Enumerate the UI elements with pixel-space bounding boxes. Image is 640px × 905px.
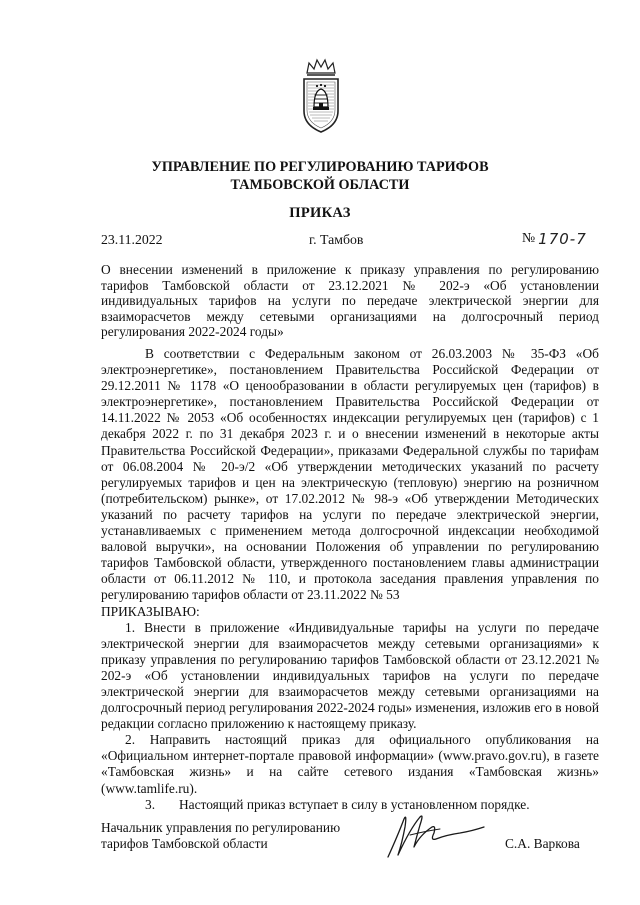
preamble-paragraph: В соответствии с Федеральным законом от 26.03.2003 № 35-ФЗ «Об электроэнергетике», постановлением Правительства Российской Федерации от 29.12.2011 № 1178 «О ценообразовании в области регулируемых цен (тарифов) в электроэнергетике», постановлением Правительства Российской Федерации от 14.11.2022 № 2053 «Об особенностях индексации регулируемых цен (тарифов) с 1 декабря 2022 г. по 31 декабря 2023 г. и о внесении изменений в некоторые акты Правительства Российской Федерации», приказами Федеральной службы по тарифам от 06.08.2004 № 20-э/2 «Об утверждении методических указаний по расчету регулируемых тарифов и цен на электрическую (тепловую) энергию на розничном (потребительском) рынке», от 17.02.2012 № 98-э «Об утверждении Методических указаний по расчету тарифов на услуги по передаче электрической энергии, устанавливаемых с применением метода долгосрочной индексации необходимой валовой выручки», на основании Положения об управлении по регулированию тарифов Тамбовской области, утвержденного постановлением главы администрации области от 06.11.2012 № 110, и протокола заседания правления управления по регулированию тарифов области от 23.11.2022 № 53 [101, 346, 599, 603]
document-city: г. Тамбов [309, 232, 364, 247]
signer-name: С.А. Варкова [505, 836, 580, 851]
organization-name [80, 158, 560, 194]
document-subject: О внесении изменений в приложение к приказу управления по регулированию тарифов Тамбовской области от 23.12.2021 № 202-э «Об установлении индивидуальных тарифов на услуги по передаче электрической энергии для взаиморасчетов между сетевыми организациями на долгосрочный период регулирования 2022-2024 годы» [101, 262, 599, 339]
item-3-number: 3. [145, 796, 156, 812]
org-line-1: УПРАВЛЕНИЕ ПО РЕГУЛИРОВАНИЮ ТАРИФОВ [151, 159, 489, 175]
number-prefix: № [522, 230, 536, 245]
coat-of-arms-icon [299, 55, 343, 135]
handwritten-signature-icon [380, 805, 490, 865]
order-item-3 [101, 797, 599, 813]
signer-position [101, 820, 340, 852]
signer-position-line-2: тарифов Тамбовской области [101, 836, 268, 851]
document-date: 23.11.2022 [101, 232, 163, 247]
order-word: ПРИКАЗЫВАЮ: [101, 603, 200, 619]
order-item-1: 1. Внести в приложение «Индивидуальные тарифы на услуги по передаче электрической энергии для взаиморасчетов между сетевыми организациями» к приказу управления по регулированию тарифов Тамбовской области от 23.12.2021 № 202-э «Об установлении индивидуальных тарифов на услуги по передаче электрической энергии для взаиморасчетов между сетевыми организациями на долгосрочный период регулирования 2022-2024 годы» изменения, изложив его в новой редакции согласно приложению к настоящему приказу. [101, 619, 599, 732]
document-number [522, 230, 587, 248]
order-item-2: 2. Направить настоящий приказ для официального опубликования на «Официальном интернет-портале правовой информации» (www.pravo.gov.ru), в газете «Тамбовская жизнь» и на сайте сетевого издания «Тамбовская жизнь» (www.tamlife.ru). [101, 732, 599, 796]
signer-position-line-1: Начальник управления по регулированию [101, 820, 341, 835]
item-3-text: Настоящий приказ вступает в силу в установленном порядке. [179, 796, 530, 812]
document-body [101, 346, 599, 813]
document-type: ПРИКАЗ [289, 205, 351, 221]
handwritten-number: 170-7 [538, 230, 587, 248]
org-line-2: ТАМБОВСКОЙ ОБЛАСТИ [230, 177, 410, 193]
